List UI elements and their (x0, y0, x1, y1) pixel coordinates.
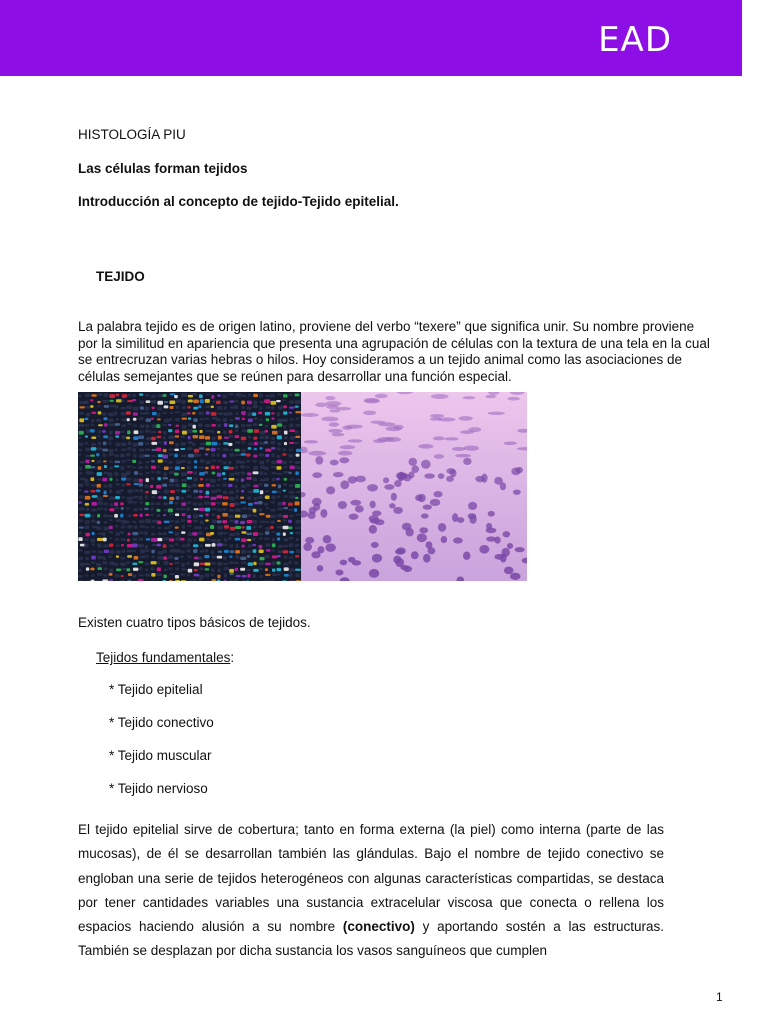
woven-fabric-image (78, 392, 301, 581)
fundamental-label (96, 650, 234, 665)
epithelial-micrograph-image (301, 392, 527, 581)
brand-logo: EAD (598, 20, 672, 60)
section-heading: TEJIDO (96, 269, 145, 284)
paragraph-bold-term: (conectivo) (342, 919, 415, 935)
page-number: 1 (716, 990, 723, 1004)
paragraph-text: y aportando sostén a las estructuras. También se desplazan por dicha sustancia los vasos sanguíneos que cumplen (78, 919, 665, 959)
list-item: * Tejido nervioso (109, 781, 208, 796)
subtitle: Las células forman tejidos (78, 161, 248, 176)
header-bar (0, 0, 742, 76)
fundamental-label-colon: : (230, 650, 235, 665)
paragraph-origin: La palabra tejido es de origen latino, proviene del verbo “texere” que significa unir. Su nombre proviene por la similitud en apariencia que presenta una agrupación de células con la textura de una tela en la cual se entrecruzan varias hebras o hilos. Hoy consideramos a un tejido animal como las asociaciones de células semejantes que se reúnen para desarrollar una función especial. (78, 319, 710, 384)
paragraph-tissue-types (78, 818, 664, 964)
paragraph-text: El tejido epitelial sirve de cobertura; tanto en forma externa (la piel) como interna (parte de las mucosas), de él se desarrollan también las glándulas. Bajo el nombre de tejido conectivo se engloban una serie de tejidos heterogéneos con algunas características compartidas, se destaca por tener cantidades variables una sustancia extracelular viscosa que conecta o rellena los espacios haciendo alusión a su nombre (78, 822, 664, 935)
course-title: HISTOLOGÍA PIU (78, 127, 186, 142)
types-intro: Existen cuatro tipos básicos de tejidos. (78, 615, 311, 630)
list-item: * Tejido epitelial (109, 682, 203, 697)
fundamental-label-text: Tejidos fundamentales (96, 650, 231, 665)
list-item: * Tejido conectivo (109, 715, 214, 730)
list-item: * Tejido muscular (109, 748, 212, 763)
intro-title: Introducción al concepto de tejido-Tejido epitelial. (78, 194, 399, 209)
image-row (78, 392, 527, 581)
